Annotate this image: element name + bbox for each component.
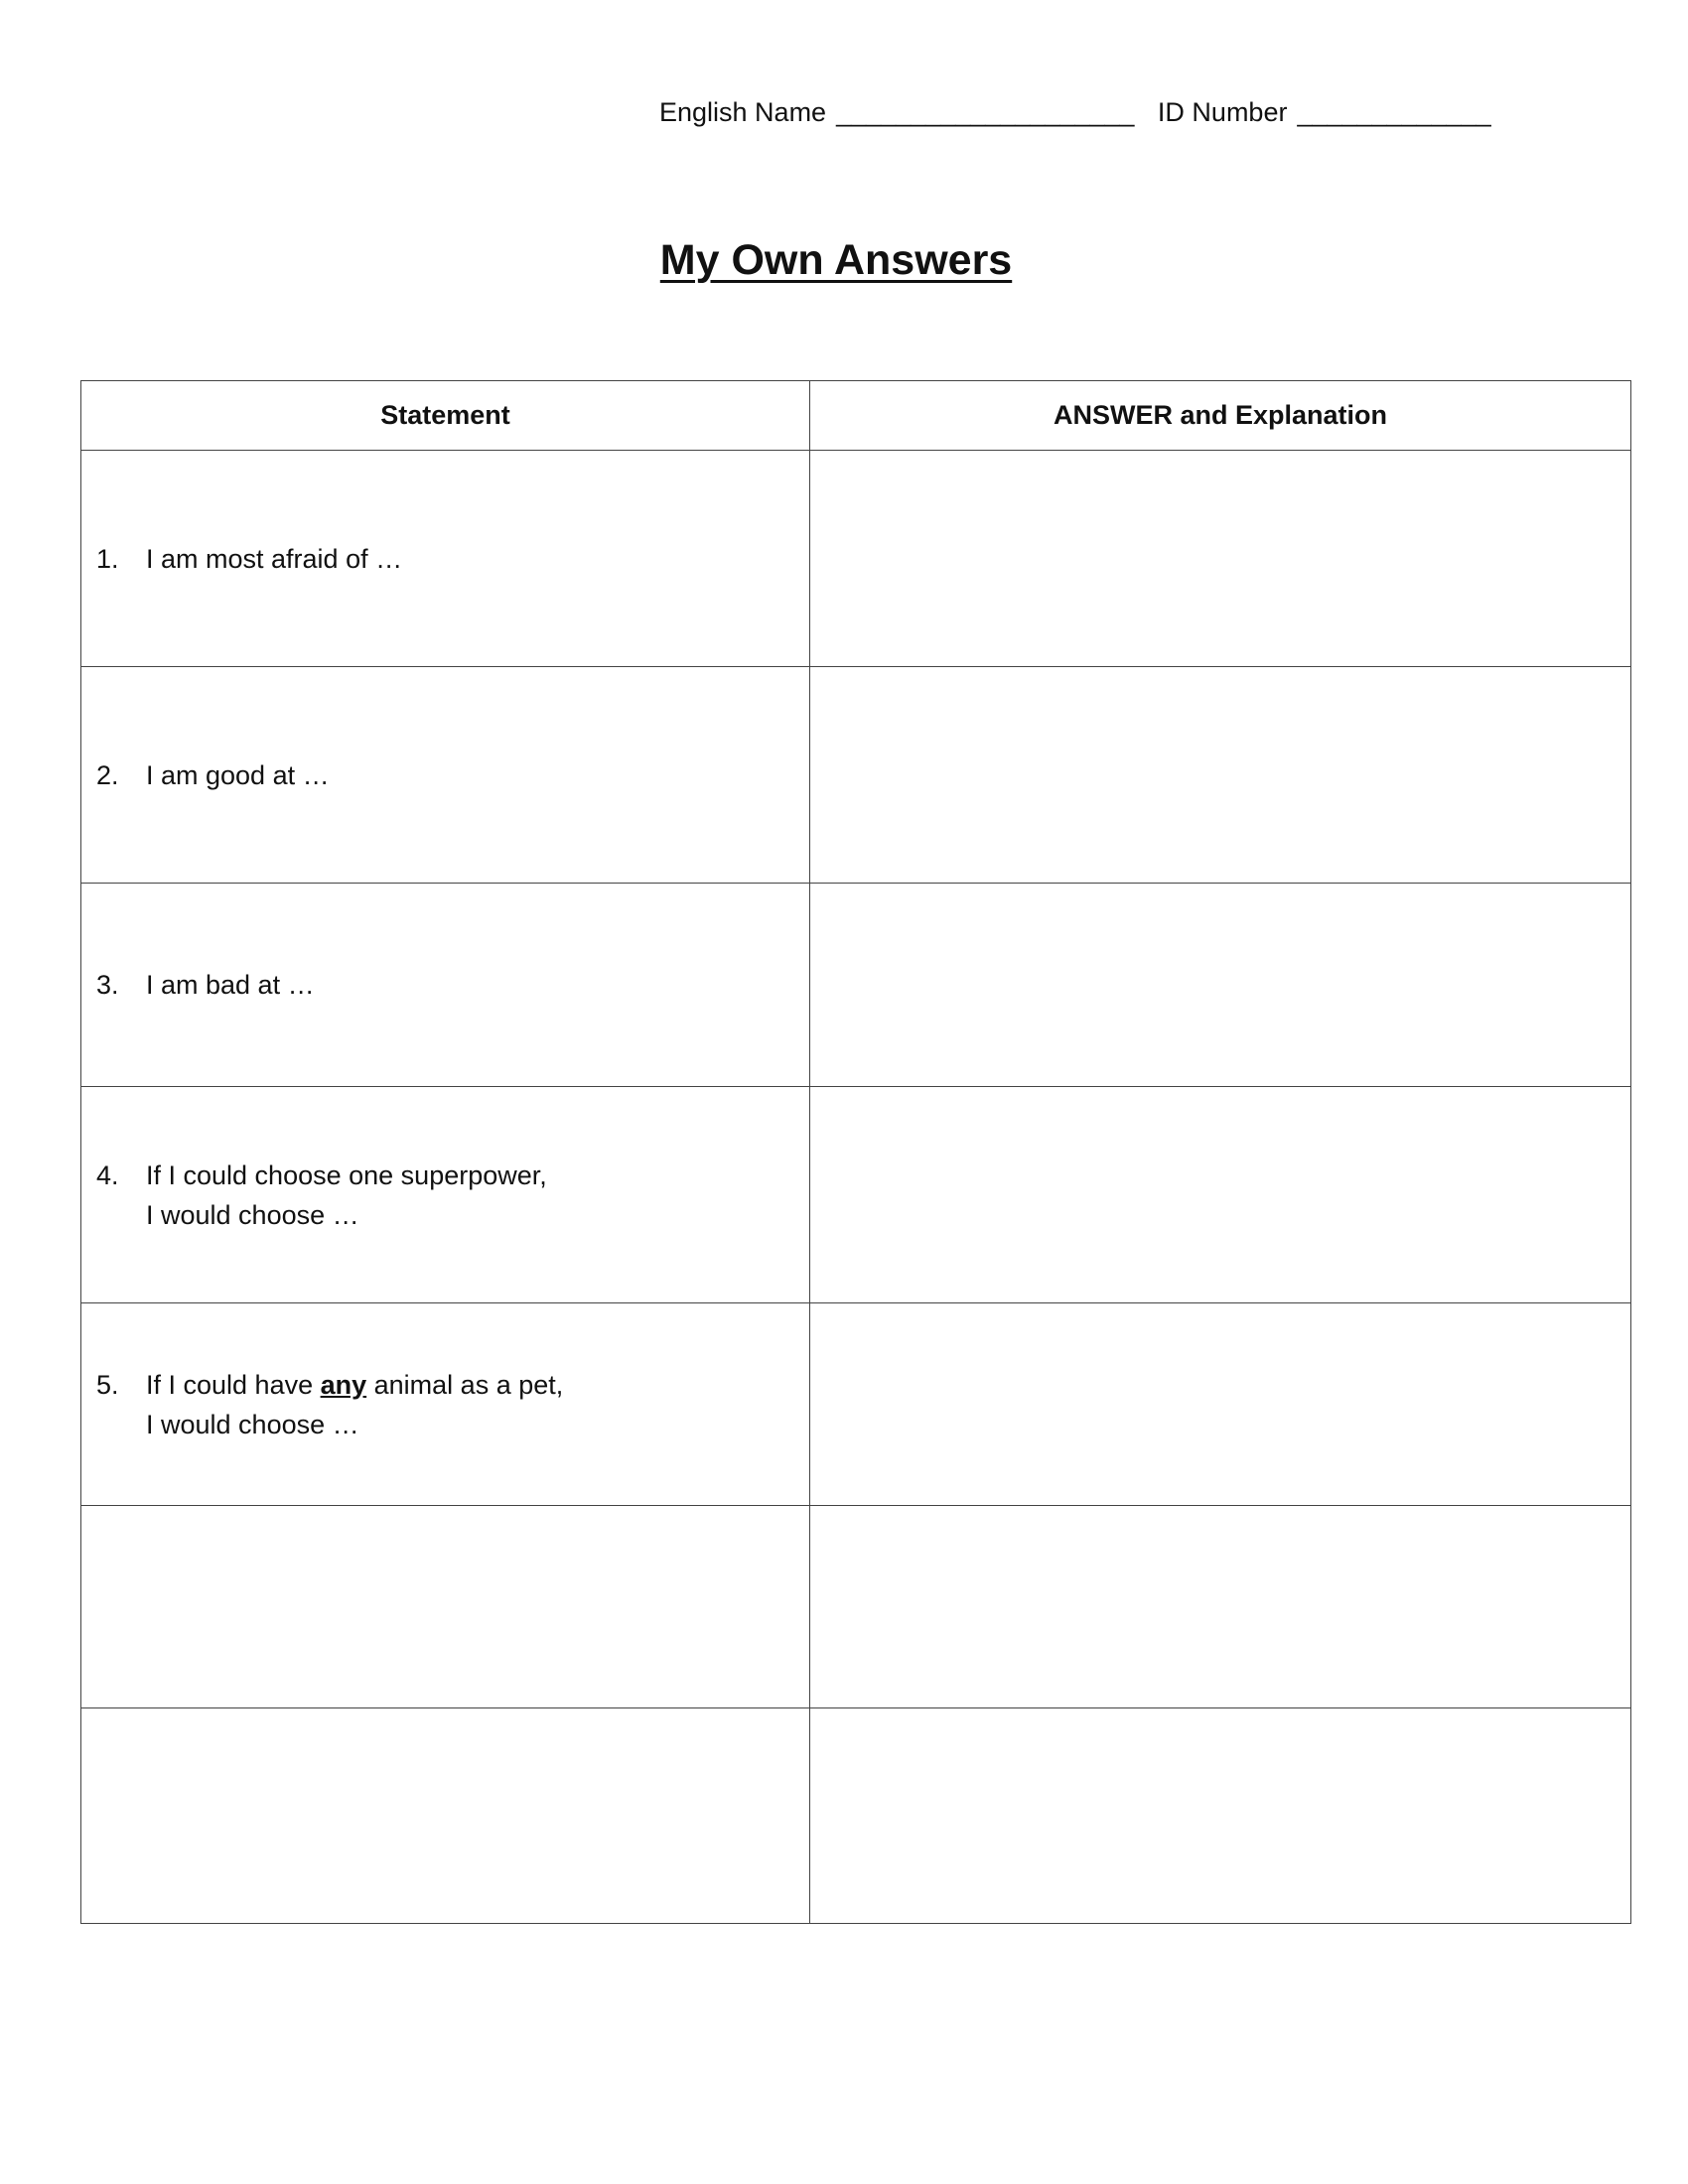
column-header-statement: Statement (81, 381, 810, 451)
statement-cell-blank[interactable] (81, 1506, 810, 1708)
statement-text: If I could choose one superpower, (146, 1160, 547, 1190)
table-header-row (81, 381, 1631, 451)
item-number: 2. (96, 759, 119, 790)
table-row (81, 451, 1631, 667)
statement-text-line2: I would choose … (146, 1199, 359, 1230)
answers-table (80, 380, 1631, 1924)
answer-cell[interactable] (810, 1087, 1631, 1303)
table-row-blank (81, 1708, 1631, 1924)
statement-cell (81, 667, 810, 884)
statement-text: I am good at … (146, 759, 330, 790)
item-number: 5. (96, 1369, 119, 1400)
id-number-blank[interactable]: _____________ (1297, 97, 1491, 127)
table-row-blank (81, 1506, 1631, 1708)
answer-cell[interactable] (810, 451, 1631, 667)
answer-cell[interactable] (810, 667, 1631, 884)
statement-cell (81, 884, 810, 1087)
statement-text-line2: I would choose … (146, 1409, 359, 1439)
statement-cell (81, 1087, 810, 1303)
statement-cell (81, 451, 810, 667)
english-name-blank[interactable]: ____________________ (836, 97, 1135, 127)
answer-cell[interactable] (810, 1506, 1631, 1708)
item-number: 1. (96, 543, 119, 574)
english-name-label: English Name (659, 97, 827, 127)
statement-text-pre: If I could have (146, 1369, 321, 1400)
answer-cell[interactable] (810, 1303, 1631, 1506)
answer-cell[interactable] (810, 884, 1631, 1087)
column-header-answer: ANSWER and Explanation (810, 381, 1631, 451)
page-title: My Own Answers (659, 236, 1013, 284)
table-row (81, 667, 1631, 884)
table-row (81, 1303, 1631, 1506)
answer-cell[interactable] (810, 1708, 1631, 1924)
id-number-label: ID Number (1157, 97, 1288, 127)
table-row (81, 884, 1631, 1087)
student-info-line (659, 97, 1501, 128)
statement-text-post: animal as a pet, (366, 1369, 564, 1400)
emphasized-word: any (320, 1369, 367, 1400)
statement-text: I am bad at … (146, 970, 315, 1000)
statement-cell (81, 1303, 810, 1506)
item-number: 4. (96, 1160, 119, 1190)
table-row (81, 1087, 1631, 1303)
item-number: 3. (96, 970, 119, 1000)
statement-cell-blank[interactable] (81, 1708, 810, 1924)
statement-text: I am most afraid of … (146, 543, 403, 574)
